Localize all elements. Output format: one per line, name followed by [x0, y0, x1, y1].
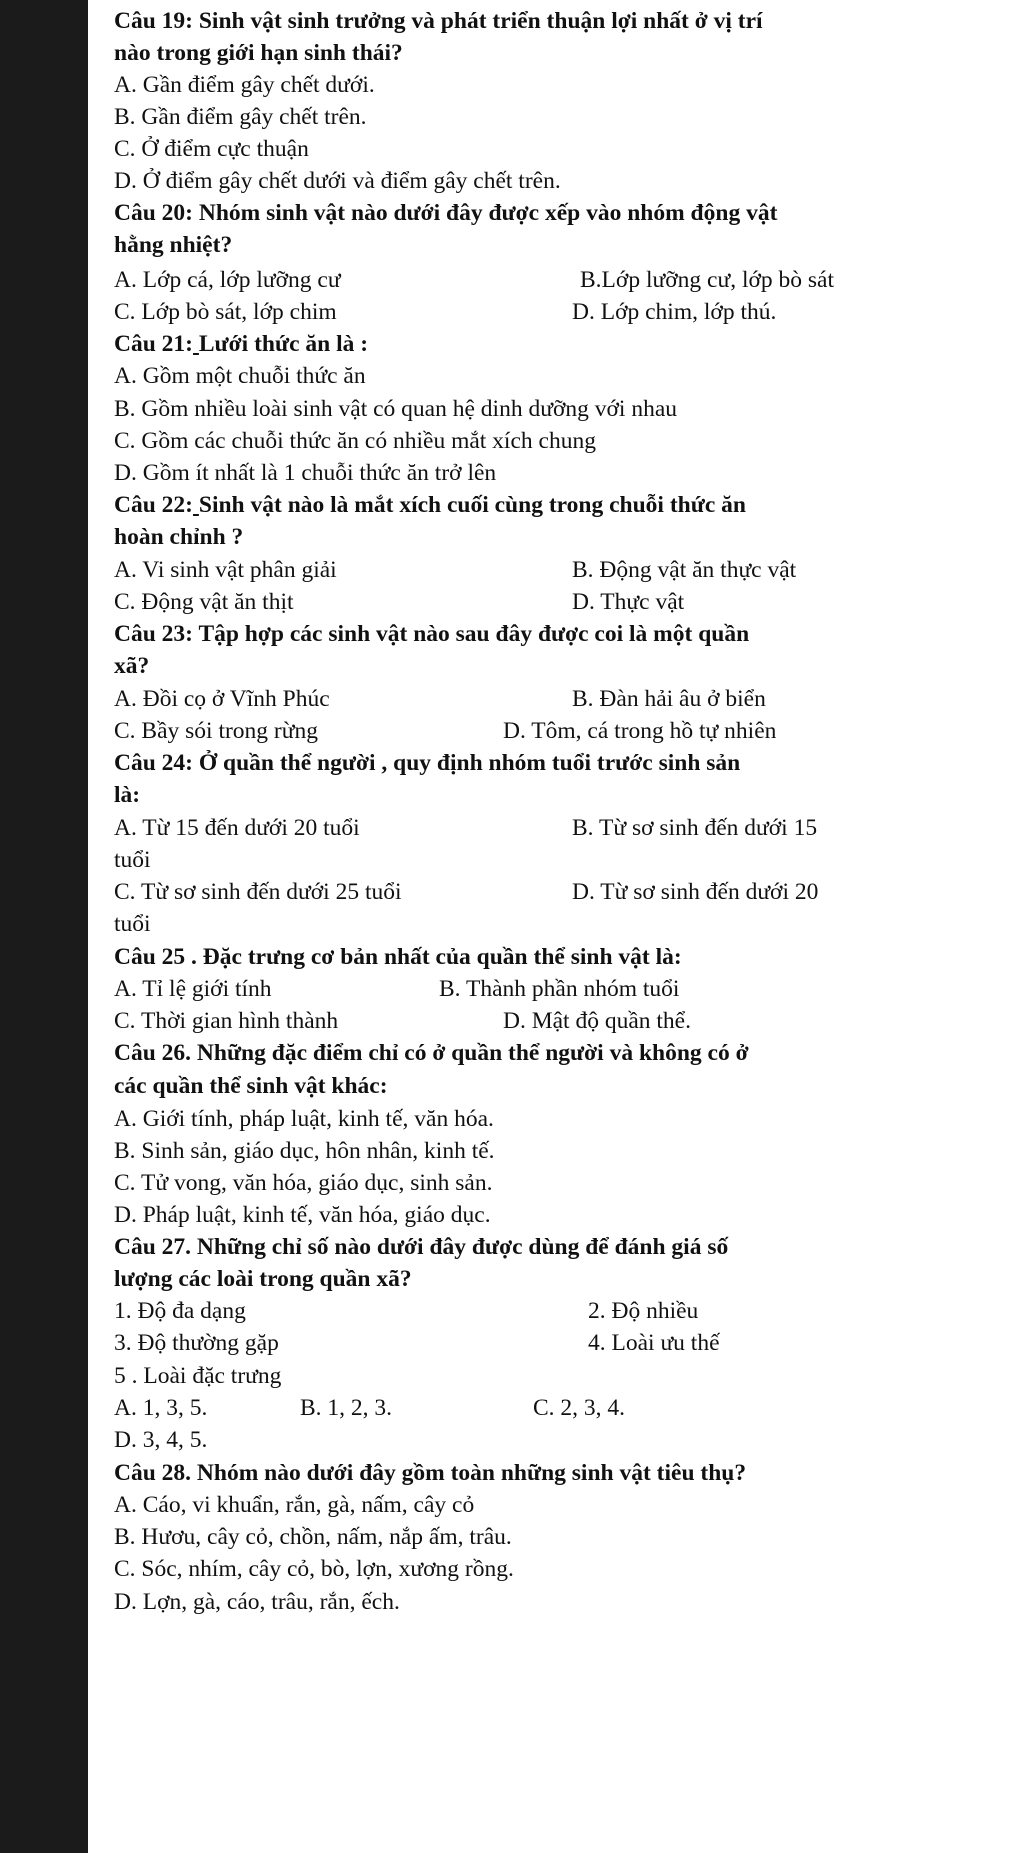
- question-26-option-a: A. Giới tính, pháp luật, kinh tế, văn hóa.: [114, 1106, 494, 1132]
- question-22-option-b: B. Động vật ăn thực vật: [572, 557, 797, 583]
- question-27-option-c: C. 2, 3, 4.: [533, 1395, 626, 1421]
- question-21-option-d: D. Gồm ít nhất là 1 chuỗi thức ăn trở lên: [114, 460, 497, 486]
- question-21-text: Lưới thức ăn là :: [198, 331, 369, 357]
- question-24-option-d-continued: tuổi: [114, 911, 151, 937]
- question-23-option-c: C. Bầy sói trong rừng: [114, 718, 318, 744]
- question-24-option-b-continued: tuổi: [114, 847, 151, 873]
- question-23-option-d: D. Tôm, cá trong hồ tự nhiên: [503, 718, 777, 744]
- question-26-option-c: C. Tử vong, văn hóa, giáo dục, sinh sản.: [114, 1170, 493, 1196]
- question-22-option-d: D. Thực vật: [572, 589, 685, 615]
- question-27-title-line-2: lượng các loài trong quần xã?: [114, 1266, 412, 1292]
- question-22-text: Sinh vật nào là mắt xích cuối cùng trong chuỗi thức ăn: [198, 492, 746, 518]
- question-21-title: [114, 329, 368, 359]
- question-28-title: Câu 28. Nhóm nào dưới đây gồm toàn những sinh vật tiêu thụ?: [114, 1460, 747, 1486]
- question-24-title-line-2: là:: [114, 782, 141, 808]
- question-27-item-5: 5 . Loài đặc trưng: [114, 1363, 282, 1389]
- question-25-option-a: A. Tỉ lệ giới tính: [114, 976, 272, 1002]
- question-20-title-line-2: hằng nhiệt?: [114, 232, 233, 258]
- question-19-title-line-2: nào trong giới hạn sinh thái?: [114, 40, 403, 66]
- question-19-title-line-1: Câu 19: Sinh vật sinh trưởng và phát triển thuận lợi nhất ở vị trí: [114, 8, 763, 34]
- question-20-option-b: B.Lớp lưỡng cư, lớp bò sát: [580, 267, 835, 293]
- question-28-option-b: B. Hươu, cây cỏ, chồn, nấm, nắp ấm, trâu.: [114, 1524, 512, 1550]
- question-22-option-c: C. Động vật ăn thịt: [114, 589, 294, 615]
- question-26-title-line-1: Câu 26. Những đặc điểm chỉ có ở quần thể người và không có ở: [114, 1040, 749, 1066]
- question-27-option-b: B. 1, 2, 3.: [300, 1395, 393, 1421]
- question-27-item-4: 4. Loài ưu thế: [588, 1330, 720, 1356]
- question-24-title-line-1: Câu 24: Ở quần thể người , quy định nhóm tuổi trước sinh sản: [114, 750, 741, 776]
- question-21-option-c: C. Gồm các chuỗi thức ăn có nhiều mắt xích chung: [114, 428, 596, 454]
- question-27-item-3: 3. Độ thường gặp: [114, 1330, 279, 1356]
- question-27-title-line-1: Câu 27. Những chỉ số nào dưới đây được dùng để đánh giá số: [114, 1234, 729, 1260]
- question-19-option-d: D. Ở điểm gây chết dưới và điểm gây chết trên.: [114, 168, 561, 194]
- question-23-option-a: A. Đồi cọ ở Vĩnh Phúc: [114, 686, 330, 712]
- question-24-option-a: A. Từ 15 đến dưới 20 tuổi: [114, 815, 360, 841]
- question-22-title-line-2: hoàn chỉnh ?: [114, 524, 244, 550]
- question-25-option-c: C. Thời gian hình thành: [114, 1008, 339, 1034]
- question-19-option-a: A. Gần điểm gây chết dưới.: [114, 72, 375, 98]
- question-26-title-line-2: các quần thể sinh vật khác:: [114, 1073, 388, 1099]
- question-24-option-b: B. Từ sơ sinh đến dưới 15: [572, 815, 818, 841]
- question-23-title-line-1: Câu 23: Tập hợp các sinh vật nào sau đây được coi là một quần: [114, 621, 750, 647]
- question-20-option-d: D. Lớp chim, lớp thú.: [572, 299, 777, 325]
- question-20-option-a: A. Lớp cá, lớp lưỡng cư: [114, 267, 341, 293]
- question-25-title: Câu 25 . Đặc trưng cơ bản nhất của quần thể sinh vật là:: [114, 944, 682, 970]
- question-21-number: Câu 21:: [114, 331, 193, 357]
- question-24-option-d: D. Từ sơ sinh đến dưới 20: [572, 879, 819, 905]
- question-21-option-b: B. Gồm nhiều loài sinh vật có quan hệ dinh dưỡng với nhau: [114, 396, 678, 422]
- question-21-option-a: A. Gồm một chuỗi thức ăn: [114, 363, 366, 389]
- question-26-option-d: D. Pháp luật, kinh tế, văn hóa, giáo dục.: [114, 1202, 491, 1228]
- question-27-item-1: 1. Độ đa dạng: [114, 1298, 246, 1324]
- question-27-item-2: 2. Độ nhiều: [588, 1298, 699, 1324]
- question-26-option-b: B. Sinh sản, giáo dục, hôn nhân, kinh tế.: [114, 1138, 495, 1164]
- question-28-option-a: A. Cáo, vi khuẩn, rắn, gà, nấm, cây cỏ: [114, 1492, 475, 1518]
- question-22-option-a: A. Vi sinh vật phân giải: [114, 557, 337, 583]
- question-28-option-d: D. Lợn, gà, cáo, trâu, rắn, ếch.: [114, 1589, 400, 1615]
- question-27-option-a: A. 1, 3, 5.: [114, 1395, 208, 1421]
- question-28-option-c: C. Sóc, nhím, cây cỏ, bò, lợn, xương rồng.: [114, 1556, 514, 1582]
- question-19-option-c: C. Ở điểm cực thuận: [114, 136, 309, 162]
- question-25-option-d: D. Mật độ quần thể.: [503, 1008, 691, 1034]
- question-23-option-b: B. Đàn hải âu ở biển: [572, 686, 766, 712]
- question-20-title-line-1: Câu 20: Nhóm sinh vật nào dưới đây được xếp vào nhóm động vật: [114, 200, 778, 226]
- question-20-option-c: C. Lớp bò sát, lớp chim: [114, 299, 337, 325]
- question-27-option-d: D. 3, 4, 5.: [114, 1427, 208, 1453]
- question-22-title: [114, 490, 746, 520]
- question-24-option-c: C. Từ sơ sinh đến dưới 25 tuổi: [114, 879, 402, 905]
- question-19-option-b: B. Gần điểm gây chết trên.: [114, 104, 367, 130]
- question-22-number: Câu 22:: [114, 492, 193, 518]
- question-23-title-line-2: xã?: [114, 653, 150, 679]
- question-25-option-b: B. Thành phần nhóm tuổi: [439, 976, 680, 1002]
